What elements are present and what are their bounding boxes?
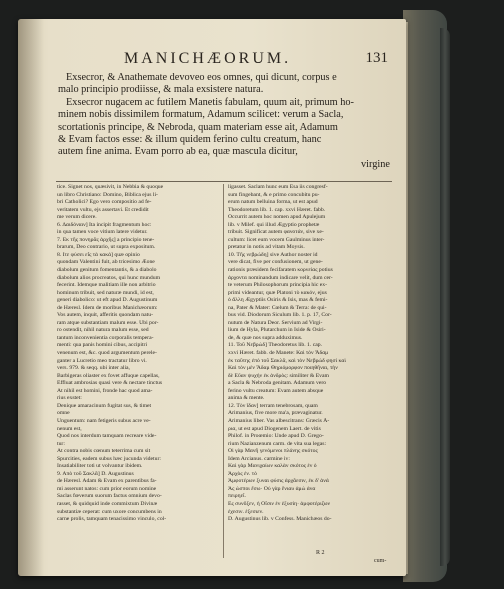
note-line: a Sacla & Nebroda genitam. Adamum vero	[228, 380, 327, 387]
note-line: 12. Τὸν ἴδαν] terram tenebrosam, quam	[228, 402, 318, 409]
note-line: Ἀς ὡσποι ἔσω· Οὐ γὰρ ἔνιαυ ἀμὼ ἀνα	[228, 485, 316, 492]
note-line: Ἀρχὸς ἐν. τὸ	[228, 470, 257, 477]
note-line: un libro Christiano: Domino, Biblica ejus li-	[57, 191, 158, 198]
note-line: tur:	[57, 440, 65, 447]
note-line: Unguentum: nam fetigeris subus acre ve-	[57, 417, 151, 424]
running-title: MANICHÆORUM.	[124, 50, 292, 67]
note-line: ram atque substantiam malum esse. Ubi por-	[57, 319, 159, 326]
note-line: venenum est, &c. quod argumentum perele-	[57, 350, 157, 357]
note-line: substantiæ ceperat: cum uxore concumbens in	[57, 508, 162, 515]
text-line: virgine	[361, 158, 390, 170]
note-line: Spurcities, eadem subus hæc jucunda videtur:	[57, 455, 161, 462]
page-header	[98, 50, 388, 70]
note-line: 7. Εκ τῆς πονηρᾶς ἀρχῆς] a principio tene-	[57, 236, 155, 243]
note-line: Theodoretum lib. 1. cap. xxvi Hæret. fabb.	[228, 206, 326, 213]
note-line: menti: qua panis homini cibus, accipitri	[57, 342, 148, 349]
note-line: de Hæresl. Adam & Evam ex parentibus fa-	[57, 478, 157, 485]
note-line: Ες συνὄξεν, ἡ Οἷσιν ἐν ἑξυσίη· ἀμφοτέριζων	[228, 500, 331, 507]
note-line: Insatiabiliter toti ut volvantur ibidem.	[57, 463, 143, 470]
note-line: ἑχεσιν. ἑξεσιεν.	[228, 508, 264, 515]
note-line: Arimanius liber. Vas albescitrans: Græcis Å-	[228, 417, 330, 424]
note-line: hominum tribuit, sed naturæ mundi, id est,	[57, 289, 154, 296]
note-line: te veterum Philosophorum principia hic ex-	[228, 282, 328, 289]
note-line: vers. 979. & seqq. ubi inter alia,	[57, 365, 130, 372]
note-line: na, Pater & Mater: Cœlum & Terra: de qui-	[228, 304, 327, 311]
note-line: tantum inconvenientia corporalis tempera-	[57, 334, 154, 341]
text-line: scortationis principe, & Nebroda, quam materiam esse ait, Adamum	[58, 121, 338, 133]
note-line: lium de Hyla, Plutarchum in Iside & Osiri-	[228, 327, 326, 334]
note-line: rasset, & quidquid inde commixtum Divinæ	[57, 500, 158, 507]
note-line: Quod nos interdum tamquam recreare vide-	[57, 433, 157, 440]
note-line: 11. Τοῦ Νεβρώδ] Theodoretus lib. 1. cap.	[228, 342, 323, 349]
signature-mark: R 2	[316, 550, 325, 556]
note-line: ὁ ἄλλη Ægyptiis Osiris & Isis, mas & femi-	[228, 297, 328, 304]
main-text-block	[58, 72, 390, 171]
note-line: de, & quæ nos supra adduximus.	[228, 334, 303, 341]
note-line: quondam Valentini fuit, ab tricesimo Æone	[57, 259, 155, 266]
note-line: mi asserunt natos: cum prior eorum nomine	[57, 485, 157, 492]
note-line: Saclas fœverum suorum factus omnium devo-	[57, 493, 162, 500]
note-line: pretatur in notis ad vitam Moysis.	[228, 244, 305, 251]
note-line: nenum est,	[57, 425, 82, 432]
note-line: bri Catholici? Ego vero compositio ad fe-	[57, 199, 152, 206]
text-line: autem fine anima. Evam porro ab ea, quæ mascula dicitur,	[58, 146, 298, 158]
note-line: Barbigeras oliaster ex fovet affuque capellas,	[57, 372, 160, 379]
notes-column-left	[57, 184, 219, 524]
text-line: Exsecror, & Anathemate devoveo eos omnes, qui dicunt, corpus e	[66, 72, 337, 83]
note-line: πειρηεῖ.	[228, 493, 246, 500]
note-line: ferino vultu creatum: Evam autem absque	[228, 387, 324, 394]
note-line: de Hæresl. Idem de moribus Manichæorum:	[57, 304, 158, 311]
note-line: Ἀμφοτέρων ξυναι φύσις ἀρχᾶεσιν, ἐκ δ' ἀνά	[228, 478, 329, 485]
catchword: cum-	[374, 558, 387, 564]
note-line: ligasset. Saclam hunc eum Esa iis congresf-	[228, 184, 328, 190]
text-line: & Evam factos esse: & illum quidem ferino cultu creatum, hanc	[58, 134, 322, 146]
note-line: xxvi Hæret. fabb. de Manete: Καὶ τὸν Ἄδαμ	[228, 350, 329, 357]
note-line: diabolum alios procreatos, qui hunc mundum	[57, 274, 160, 281]
note-line: brarum, Deo contrario, ut supra expositum.	[57, 244, 156, 251]
note-line: omne	[57, 410, 70, 417]
note-line: sum fingebant, & e primo concubitu pu-	[228, 191, 320, 198]
note-line: Occurrit autem hoc nomen apud Apulejum	[228, 214, 326, 221]
note-line: ρια, ut est apud Diogenem Laert. de vitis	[228, 425, 321, 432]
note-line: veritatem vultu, ejs assertavi. Et credidit	[57, 206, 149, 213]
note-line: in qua tamen voce vitium latere videtur.	[57, 229, 148, 236]
note-line: Vos autem, inquit, afferitis quondam natu-	[57, 312, 153, 319]
page-number: 131	[365, 50, 388, 66]
note-line: erum natum belluina forma, ut est apud	[228, 199, 318, 206]
note-line: At contra nobis cœnum teterrima cum sit	[57, 448, 151, 455]
note-line: tice. Signet nos, quæsivit, in Nebbia & quoque	[57, 184, 164, 190]
note-line: ἐκ ταῦτης ἐπό τοῦ Σακλᾶ, καὶ τὸν Νεβρώδ φησί καὶ	[228, 357, 346, 364]
text-line: malo principio prodiisse, & mala exsistere natura.	[58, 84, 264, 96]
note-line: Καὶ τὸν μὲν Ἄδαμ Θηριόμορφον ποιηθῆναι, τὴν	[228, 365, 338, 372]
note-line: rationis præsidem fecifaratem κορνείας potius	[228, 267, 333, 274]
column-divider	[223, 184, 224, 558]
note-line: Idem Arcianus. carmine iv:	[228, 455, 290, 462]
note-line: D. Augustinus lib. v Confess. Manichæos do-	[228, 516, 332, 523]
note-line: nutum de Natura Deor. Servium ad Virgi-	[228, 319, 323, 326]
note-line: ganter a Lucretio meo tractatur libro vi.	[57, 357, 147, 364]
note-line: rium Nazianzenum carm. de vita sua legas:	[228, 440, 327, 447]
note-line: vere dicat, five per confusionem, ut gene-	[228, 259, 323, 266]
note-line: ro ostendit, nihil natura malum esse, sed	[57, 327, 149, 334]
notes-column-right	[228, 184, 390, 524]
note-line: 10. Τῆς νεβρώδη] sive Author noster id	[228, 251, 318, 258]
note-line: bus vid. Diodorum Siculum lib. 1. p. 17, Cor-	[228, 312, 332, 319]
note-line: δὲ Εὔαν ψυχήν ἐκ ἀνδρὸς: similiter & Evam	[228, 372, 329, 379]
note-line: carne prolis, tamquam tenacissimo vinculo, col-	[57, 516, 167, 523]
note-line: At nihil est homini, fronde hac quod ama-	[57, 387, 153, 394]
note-line: primi videantur, quæ Platoni τὸ κακόν, ejus	[228, 289, 327, 296]
note-line: me verum dicere.	[57, 214, 97, 221]
note-line: ἀρχοντα nominandum indicare velit, dum cer-	[228, 274, 333, 281]
note-line: 6. Δαιδόναιν] Ita incipit fragmentum hoc:	[57, 221, 152, 228]
note-line: generi diabolico: ut eft apud D. Augustinum	[57, 297, 158, 304]
note-line: Denique amaracinum fugitat sus, & timet	[57, 402, 152, 409]
note-line: cultum: licet eum vocem Gaulminus inter-	[228, 236, 325, 243]
text-line: Exsecror nugacem ac futilem Manetis fabulam, quum ait, primum ho-	[66, 96, 354, 108]
page-gutter	[18, 19, 44, 576]
note-line: tribuit. Significat autem φανοτάν, sive xe-	[228, 229, 324, 236]
note-line: lib. v Milef. qui illud Ægyptio prophetæ	[228, 221, 320, 228]
note-line: diabolum genitum fomentantis, & a diabolo	[57, 267, 157, 274]
text-line: minem nobis dissimilem formatum, Adamum scilicet: verum a Sacla,	[58, 109, 344, 121]
note-line: Philof. in Proœmio: Unde apud D. Grego-	[228, 433, 324, 440]
book-cover-edge	[440, 28, 450, 566]
note-line: 9. Απὸ τοῦ Σακλᾶ] D. Augustinus	[57, 470, 134, 477]
note-line: Arimanius, five more ma'a, prævaginatur.	[228, 410, 323, 417]
note-line: Οἱ γὰρ Μανῆ γενόμενοι πλάνης σκότος	[228, 448, 318, 455]
note-line: anima & mente.	[228, 395, 265, 402]
section-rule	[56, 181, 392, 182]
note-line: fecerint. Idemque malitiam ille non arbitrio	[57, 282, 156, 289]
note-line: rius exstet:	[57, 395, 82, 402]
note-line: 8. Ιτε φύσει εἶς τὰ κακά] quæ opinio	[57, 251, 140, 258]
book-page	[18, 19, 406, 576]
note-line: Καὶ γὰρ Μανιχαίων καλὰν σκότος ἐν ὁ	[228, 463, 317, 470]
note-line: Effluat ambrosias quasi vere & nectare tinctus	[57, 380, 163, 387]
